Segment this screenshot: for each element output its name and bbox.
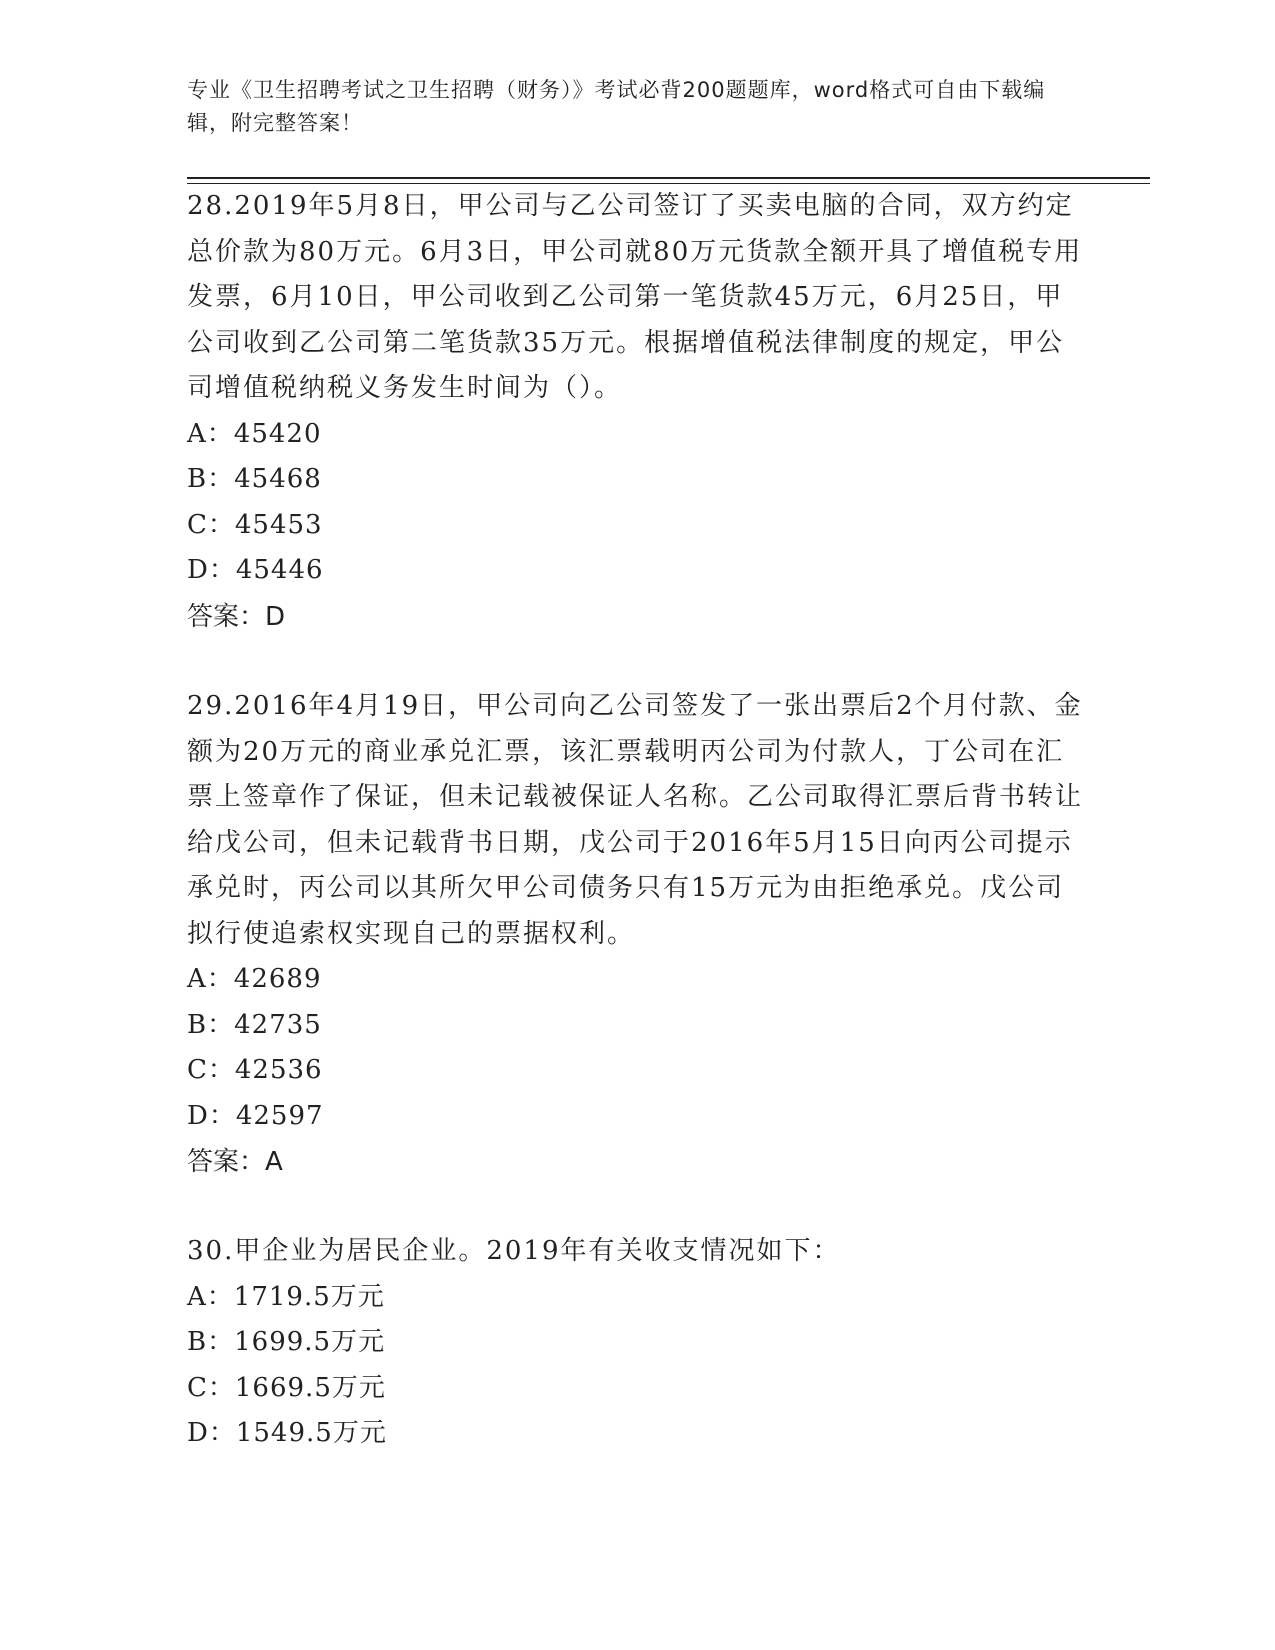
document-header: 专业《卫生招聘考试之卫生招聘（财务）》考试必背200题题库，word格式可自由下载编辑，附完整答案！ xyxy=(187,78,1046,135)
question-28 xyxy=(187,184,1087,640)
option-b: B：45468 xyxy=(187,464,322,494)
option-d: D：45446 xyxy=(187,555,324,585)
header-divider-thick xyxy=(187,177,1150,179)
option-a: A：42689 xyxy=(187,964,322,994)
option-c: C：45453 xyxy=(187,509,323,540)
answer-label: 答案：D xyxy=(187,601,286,632)
option-c: C：1669.5万元 xyxy=(187,1372,386,1403)
question-29 xyxy=(187,684,1087,1185)
option-b: B：42735 xyxy=(187,1009,322,1040)
question-stem: 29.2016年4月19日，甲公司向乙公司签发了一张出票后2个月付款、金额为20万元的商业承兑汇票，该汇票载明丙公司为付款人，丁公司在汇票上签章作了保证，但未记载被保证人名称。乙公司取得汇票后背书转让给戊公司，但未记载背书日期，戊公司于2016年5月15日向丙公司提示承兑时，丙公司以其所欠甲公司债务只有15万元为由拒绝承兑。戊公司拟行使追索权实现自己的票据权利。 xyxy=(187,691,1084,949)
answer-label: 答案：A xyxy=(187,1147,283,1177)
question-30 xyxy=(187,1229,1087,1457)
option-a: A：1719.5万元 xyxy=(187,1281,385,1312)
question-stem: 28.2019年5月8日，甲公司与乙公司签订了买卖电脑的合同，双方约定总价款为80万元。6月3日，甲公司就80万元货款全额开具了增值税专用发票，6月10日，甲公司收到乙公司第一笔货款45万元，6月25日，甲公司收到乙公司第二笔货款35万元。根据增值税法律制度的规定，甲公司增值税纳税义务发生时间为（）。 xyxy=(187,191,1083,403)
option-a: A：45420 xyxy=(187,418,322,449)
option-d: D：1549.5万元 xyxy=(187,1418,387,1448)
question-stem: 30.甲企业为居民企业。2019年有关收支情况如下： xyxy=(187,1236,841,1266)
option-d: D：42597 xyxy=(187,1100,324,1131)
option-c: C：42536 xyxy=(187,1055,323,1085)
option-b: B：1699.5万元 xyxy=(187,1327,386,1357)
